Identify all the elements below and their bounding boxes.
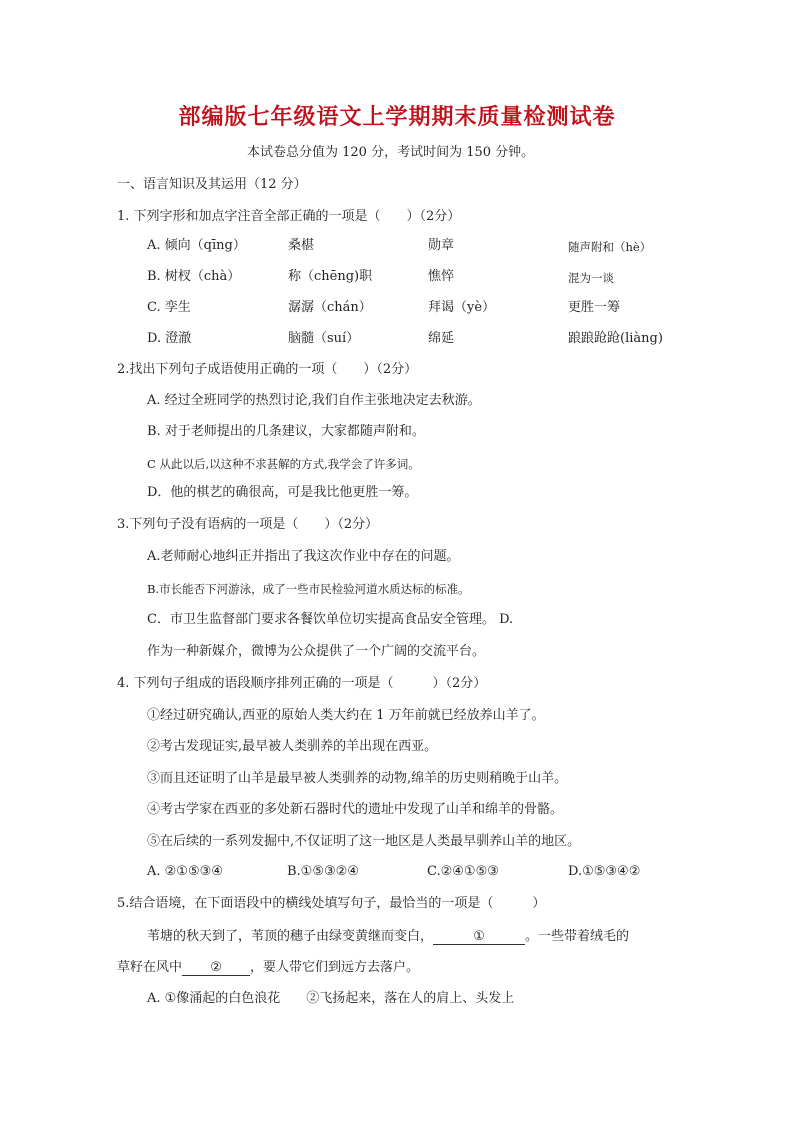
- q3-option-b: B.市长能否下河游泳，成了一些市民检验河道水质达标的标准。: [147, 582, 470, 596]
- exam-subtitle: 本试卷总分值为 120 分，考试时间为 150 分钟。: [247, 145, 535, 160]
- q1-d-4: 踉踉跄跄(liàng): [568, 331, 663, 346]
- q5-blank-1: ①: [433, 930, 525, 945]
- question-4-stem: 4. 下列句子组成的语段顺序排列正确的一项是（ ）（2分）: [117, 676, 487, 691]
- q3-option-c: C．市卫生监督部门要求各餐饮单位切实提高食品安全管理。 D.: [147, 612, 514, 627]
- q5-blank-2: ②: [182, 961, 250, 976]
- q4-sentence-4: ④考古学家在西亚的多处新石器时代的遗址中发现了山羊和绵羊的骨骼。: [147, 802, 564, 817]
- q2-option-a: A. 经过全班同学的热烈讨论,我们自作主张地决定去秋游。: [147, 393, 481, 408]
- q3-option-a: A.老师耐心地纠正并指出了我这次作业中存在的问题。: [147, 549, 460, 564]
- q1-d-3: 绵延: [428, 331, 455, 346]
- q1-a-4: 随声附和（hè）: [568, 240, 652, 254]
- question-5-stem: 5.结合语境，在下面语段中的横线处填写句子，最恰当的一项是（ ）: [117, 896, 546, 911]
- q4-sentence-3: ③而且还证明了山羊是最早被人类驯养的动物,绵羊的历史则稍晚于山羊。: [147, 771, 568, 786]
- section-heading: 一、语言知识及其运用（12 分）: [117, 177, 307, 192]
- q5-passage-text-2b: ，要人带它们到远方去落户。: [250, 960, 420, 975]
- q4-sentence-5: ⑤在后续的一系列发掘中,不仅证明了这一地区是人类最早驯养山羊的地区。: [147, 834, 581, 849]
- q2-option-d: D．他的棋艺的确很高，可是我比他更胜一筹。: [147, 485, 418, 500]
- q4-option-d: D.①⑤③④②: [568, 864, 641, 879]
- q3-option-d: 作为一种新媒介，微博为公众提供了一个广阔的交流平台。: [147, 644, 486, 659]
- q1-c-3: 拜谒（yè）: [428, 300, 496, 315]
- q5-passage-text-1b: 。一些带着绒毛的: [525, 929, 630, 944]
- q4-sentence-1: ①经过研究确认,西亚的原始人类大约在 1 万年前就已经放养山羊了。: [147, 708, 545, 723]
- q1-c-2: 潺潺（chán）: [288, 300, 372, 315]
- q5-option-a: A. ①像涌起的白色浪花 ②飞扬起来，落在人的肩上、头发上: [147, 991, 515, 1006]
- q2-option-c: C 从此以后,以这种不求甚解的方式,我学会了许多词。: [147, 457, 420, 471]
- q1-b-4: 混为一谈: [568, 271, 614, 285]
- q5-passage-line-1: [147, 928, 629, 946]
- q1-a-2: 桑椹: [288, 238, 315, 253]
- q1-d-1: D. 澄澈: [147, 331, 192, 346]
- q1-b-3: 憔悴: [428, 269, 455, 284]
- q4-sentence-2: ②考古发现证实,最早被人类驯养的羊出现在西亚。: [147, 739, 438, 754]
- question-1-stem: 1. 下列字形和加点字注音全部正确的一项是（ ）（2分）: [117, 209, 461, 224]
- question-2-stem: 2.找出下列句子成语使用正确的一项（ ）（2分）: [117, 362, 418, 377]
- q2-option-b: B. 对于老师提出的几条建议，大家都随声附和。: [147, 424, 425, 439]
- q1-d-2: 脑髓（suí）: [288, 331, 360, 346]
- q5-passage-line-2: [117, 959, 419, 977]
- q1-a-1: A. 倾向（qīng）: [147, 238, 246, 253]
- question-3-stem: 3.下列句子没有语病的一项是（ ）（2分）: [117, 517, 379, 532]
- q1-b-2: 称（chēng)职: [288, 269, 373, 284]
- exam-title: 部编版七年级语文上学期期末质量检测试卷: [178, 104, 616, 130]
- q1-c-4: 更胜一筹: [568, 300, 621, 315]
- q5-passage-text-2a: 草籽在风中: [117, 960, 183, 975]
- q5-passage-text-1a: 苇塘的秋天到了，苇顶的穗子由绿变黄继而变白，: [147, 929, 434, 944]
- q4-option-c: C.②④①⑤③: [427, 864, 499, 879]
- q4-option-b: B.①⑤③②④: [287, 864, 359, 879]
- q4-option-a: A. ②①⑤③④: [147, 864, 223, 879]
- q1-b-1: B. 树杈（chà）: [147, 269, 241, 284]
- q1-a-3: 勋章: [428, 238, 455, 253]
- q1-c-1: C. 孪生: [147, 300, 191, 315]
